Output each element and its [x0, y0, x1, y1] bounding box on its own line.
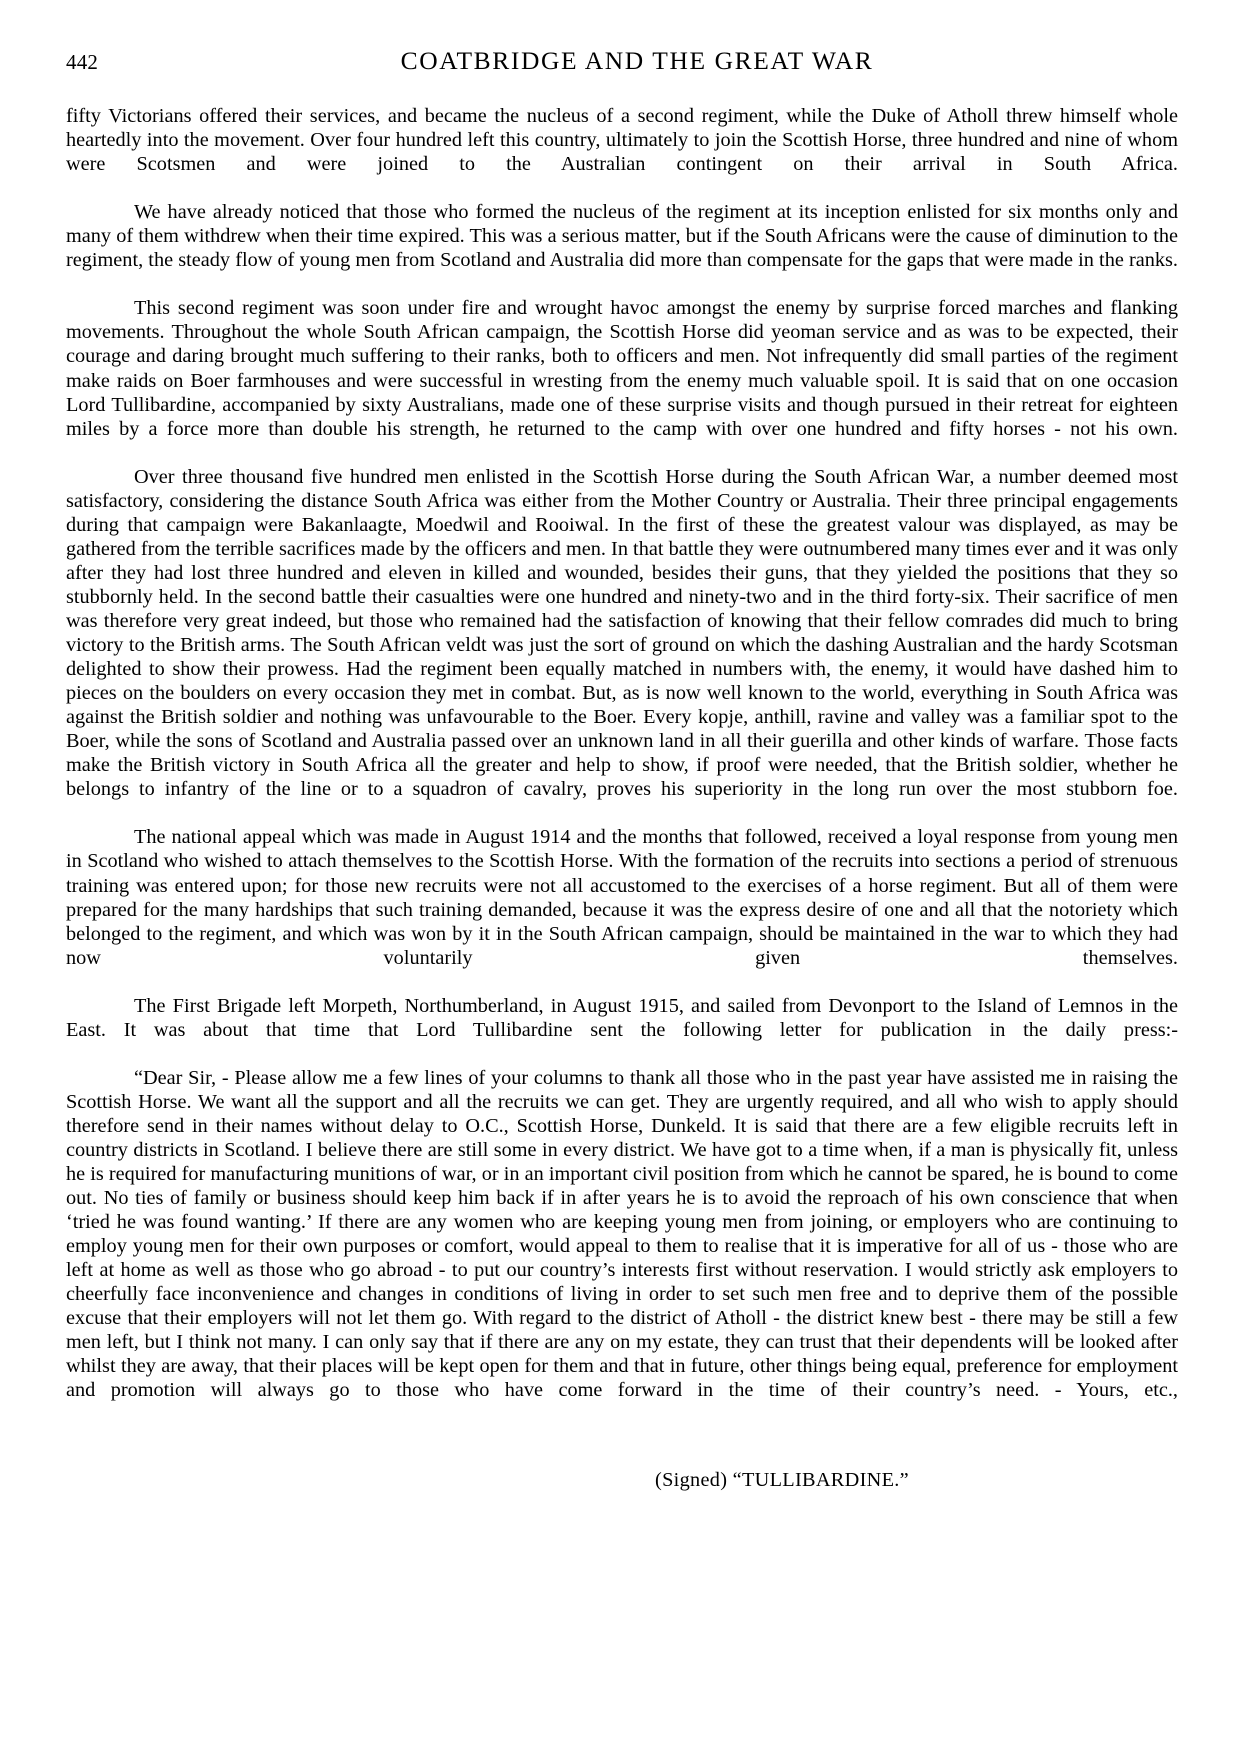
paragraph: We have already noticed that those who formed the nucleus of the regiment at its inception enlisted for six months only and many of them withdrew when their time expired. This was a serious matter, but if the South Africans were the cause of diminution to the regiment, the steady flow of young men from Scotland and Australia did more than compensate for the gaps that were made in the ranks.	[66, 201, 1178, 272]
paragraph: The First Brigade left Morpeth, Northumberland, in August 1915, and sailed from Devonport to the Island of Lemnos in the East. It was about that time that Lord Tullibardine sent the following letter for publication in the daily press:-	[66, 994, 1178, 1041]
paragraph: This second regiment was soon under fire and wrought havoc amongst the enemy by surprise forced marches and flanking movements. Throughout the whole South African campaign, the Scottish Horse did yeoman service and as was to be expected, their courage and daring brought much suffering to their ranks, both to officers and men. Not infrequently did small parties of the regiment make raids on Boer farmhouses and were successful in wresting from the enemy much valuable spoil. It is said that on one occasion Lord Tullibardine, accompanied by sixty Australians, made one of these surprise visits and though pursued in their retreat for eighteen miles by a force more than double his strength, he returned to the camp with over one hundred and fifty horses - not his own.	[66, 297, 1178, 440]
running-head	[66, 48, 1178, 82]
running-head-title: COATBRIDGE AND THE GREAT WAR	[400, 46, 874, 75]
body-text-block	[66, 104, 1178, 1427]
page-number: 442	[66, 50, 99, 74]
paragraph: fifty Victorians offered their services, and became the nucleus of a second regiment, while the Duke of Atholl threw himself whole heartedly into the movement. Over four hundred left this country, ultimately to join the Scottish Horse, three hundred and nine of whom were Scotsmen and were joined to the Australian contingent on their arrival in South Africa.	[66, 105, 1178, 176]
letter-signature: (Signed) “TULLIBARDINE.”	[655, 1469, 909, 1491]
paragraph: The national appeal which was made in August 1914 and the months that followed, received a loyal response from young men in Scotland who wished to attach themselves to the Scottish Horse. With the formation of the recruits into sections a period of strenuous training was entered upon; for those new recruits were not all accustomed to the exercises of a horse regiment. But all of them were prepared for the many hardships that such training demanded, because it was the express desire of one and all that the notoriety which belonged to the regiment, and which was won by it in the South African campaign, should be maintained in the war to which they had now voluntarily given themselves.	[66, 826, 1178, 969]
paragraph: Over three thousand five hundred men enlisted in the Scottish Horse during the South African War, a number deemed most satisfactory, considering the distance South Africa was either from the Mother Country or Australia. Their three principal engagements during that campaign were Bakanlaagte, Moedwil and Rooiwal. In the first of these the greatest valour was displayed, as may be gathered from the terrible sacrifices made by the officers and men. In that battle they were outnumbered many times ever and it was only after they had lost three hundred and eleven in killed and wounded, besides their guns, that they yielded the positions that they so stubbornly held. In the second battle their casualties were one hundred and ninety-two and in the third forty-six. Their sacrifice of men was therefore very great indeed, but those who remained had the satisfaction of knowing that their fellow comrades did much to bring victory to the British arms. The South African veldt was just the sort of ground on which the dashing Australian and the hardy Scotsman delighted to show their prowess. Had the regiment been equally matched in numbers with, the enemy, it would have dashed him to pieces on the boulders on every occasion they met in combat. But, as is now well known to the world, everything in South Africa was against the British soldier and nothing was unfavourable to the Boer. Every kopje, anthill, ravine and valley was a familiar spot to the Boer, while the sons of Scotland and Australia passed over an unknown land in all their guerilla and other kinds of warfare. Those facts make the British victory in South Africa all the greater and help to show, if proof were needed, that the British soldier, whether he belongs to infantry of the line or to a squadron of cavalry, proves his superiority in the long run over the most stubborn foe.	[66, 465, 1178, 801]
quoted-letter-paragraph: “Dear Sir, - Please allow me a few lines of your columns to thank all those who in the past year have assisted me in raising the Scottish Horse. We want all the support and all the recruits we can get. They are urgently required, and all who wish to apply should therefore send in their names without delay to O.C., Scottish Horse, Dunkeld. It is said that there are a few eligible recruits left in country districts in Scotland. I believe there are still some in every district. We have got to a time when, if a man is physically fit, unless he is required for manufacturing munitions of war, or in an important civil position from which he cannot be spared, he is bound to come out. No ties of family or business should keep him back if in after years he is to avoid the reproach of his own conscience that when ‘tried he was found wanting.’ If there are any women who are keeping young men from joining, or employers who are continuing to employ young men for their own purposes or comfort, would appeal to them to realise that it is imperative for all of us - those who are left at home as well as those who go abroad - to put our country’s interests first without reservation. I would strictly ask employers to cheerfully face inconvenience and changes in conditions of living in order to set such men free and to deprive them of the possible excuse that their employers will not let them go. With regard to the district of Atholl - the district knew best - there may be still a few men left, but I think not many. I can only say that if there are any on my estate, they can trust that their dependents will be looked after whilst they are away, that their places will be kept open for them and that in future, other things being equal, preference for employment and promotion will always go to those who have come forward in the time of their country’s need. - Yours, etc.,	[66, 1066, 1178, 1402]
